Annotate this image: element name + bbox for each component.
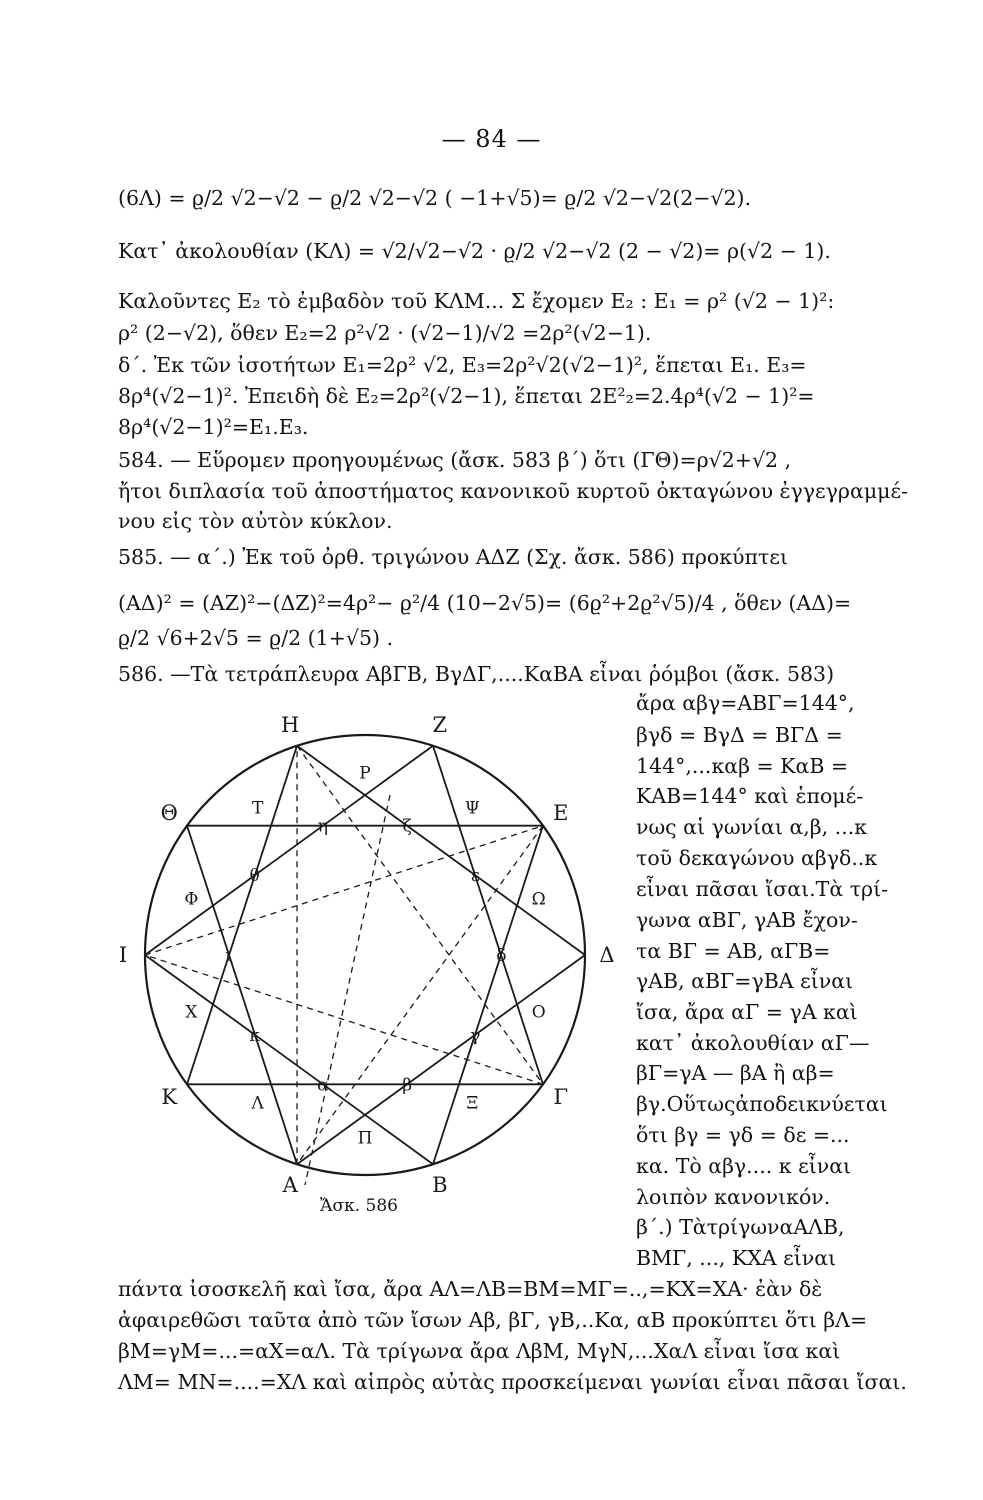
text-line: 8ρ⁴(√2−1)²=Ε₁.Ε₃.	[118, 415, 309, 439]
text-line: πάντα ἰσοσκελῆ καὶ ἴσα, ἄρα ΑΛ=ΛΒ=ΒΜ=ΜΓ=..,=ΚΧ=ΧΑ· ἐὰν δὲ	[118, 1277, 823, 1301]
vertex-label: Δ	[599, 943, 615, 967]
figure-caption: Ἄσκ. 586	[320, 1196, 398, 1216]
text-line: βγ.Οὕτωςἀποδεικνύεται	[636, 1092, 888, 1116]
inner-vertex-label: α	[317, 1075, 329, 1096]
text-line: Καλοῦντες Ε₂ τὸ ἐμβαδὸν τοῦ ΚΛΜ... Σ ἔχομεν Ε₂ : Ε₁ = ρ² (√2 − 1)²:	[118, 289, 835, 313]
inner-vertex-label: γ	[470, 1026, 481, 1047]
text-line: 585. — α΄.) Ἐκ τοῦ ὀρθ. τριγώνου ΑΔΖ (Σχ. ἄσκ. 586) προκύπτει	[118, 545, 788, 569]
vertex-label: Ζ	[432, 712, 448, 737]
dashed-chord	[297, 746, 543, 1085]
circumscribed-circle	[145, 735, 585, 1175]
star-chord	[433, 826, 543, 1165]
text-line: 8ρ⁴(√2−1)². Ἐπειδὴ δὲ Ε₂=2ρ²(√2−1), ἕπεται 2Ε²₂=2.4ρ⁴(√2 − 1)²=	[118, 384, 815, 408]
inner-vertex-label: ε	[470, 865, 480, 886]
text-line: (6Λ) = ϱ/2 √2−√2 − ϱ/2 √2−√2 ( −1+√5)= ϱ/2 √2−√2(2−√2).	[118, 186, 752, 210]
star-chord	[297, 955, 585, 1164]
star-chord	[297, 746, 585, 955]
vertex-label: Γ	[553, 1085, 569, 1110]
text-line: νου εἰς τὸν αὐτὸν κύκλον.	[118, 509, 393, 533]
intersection-label: Τ	[251, 798, 264, 819]
text-line: ΛΜ= ΜΝ=....=ΧΛ καὶ αἱπρὸς αὐτὰς προσκείμεναι γωνίαι εἶναι πᾶσαι ἴσαι.	[118, 1370, 907, 1394]
text-line: κα. Τὸ αβγ.... κ εἶναι	[636, 1154, 852, 1178]
text-line: ἄρα αβγ=ΑΒΓ=144°,	[636, 691, 855, 715]
text-line: β΄.) ΤὰτρίγωναΑΛΒ,	[636, 1215, 845, 1239]
star-chord	[145, 746, 433, 955]
text-line: ὅτι βγ = γδ = δε =...	[636, 1123, 850, 1147]
text-line: ϱ/2 √6+2√5 = ϱ/2 (1+√5) .	[118, 626, 394, 650]
vertex-label: Θ	[160, 800, 178, 825]
text-line: λοιπὸν κανονικόν.	[636, 1185, 831, 1209]
intersection-label: Φ	[184, 889, 199, 910]
vertex-label: Ι	[118, 943, 128, 967]
text-line: βΓ=γΑ — βΑ ἢ αβ=	[636, 1061, 835, 1085]
intersection-label: Χ	[185, 1002, 198, 1023]
decagon-figure	[120, 705, 630, 1225]
inner-vertex-label: η	[317, 816, 328, 837]
star-chord	[187, 826, 297, 1165]
text-line: γωνα αΒΓ, γΑΒ ἔχον-	[636, 908, 858, 932]
text-line: ἴσα, ἄρα αΓ = γΑ καὶ	[636, 1000, 858, 1024]
inner-vertex-label: κ	[249, 1026, 260, 1047]
text-line: εἶναι πᾶσαι ἴσαι.Τὰ τρί-	[636, 877, 889, 901]
inner-vertex-label: θ	[249, 865, 260, 886]
decagon-diagram	[120, 705, 630, 1225]
intersection-label: Ρ	[359, 763, 371, 784]
text-line: ἀφαιρεθῶσι ταῦτα ἀπὸ τῶν ἴσων Αβ, βΓ, γΒ,..Κα, αΒ προκύπτει ὅτι βΛ=	[118, 1308, 868, 1332]
text-line: ΚΑΒ=144° καὶ ἑπομέ-	[636, 784, 864, 808]
star-chord	[187, 746, 297, 1085]
text-line: 584. — Εὕρομεν προηγουμένως (ἄσκ. 583 β΄) ὅτι (ΓΘ)=ρ√2+√2 ,	[118, 448, 792, 472]
star-chord	[145, 955, 433, 1164]
inner-vertex-label: δ	[496, 946, 507, 966]
dashed-chord	[145, 955, 543, 1084]
vertex-label: Β	[432, 1173, 448, 1198]
text-line: 144°,...καβ = ΚαΒ =	[636, 754, 849, 778]
vertex-label: Ε	[553, 800, 569, 825]
text-line: 586. —Τὰ τετράπλευρα ΑβΓΒ, ΒγΔΓ,....ΚαΒΑ εἶναι ῥόμβοι (ἄσκ. 583)	[118, 662, 835, 686]
text-line: γΑΒ, αΒΓ=γΒΑ εἶναι	[636, 969, 854, 993]
text-line: βγδ = ΒγΔ = ΒΓΔ =	[636, 723, 843, 747]
text-line: βΜ=γΜ=...=αΧ=αΛ. Τὰ τρίγωνα ἄρα ΛβΜ, ΜγΝ,...ΧαΛ εἶναι ἴσα καὶ	[118, 1339, 841, 1363]
dashed-chord	[297, 826, 543, 1165]
inner-vertex-label: β	[402, 1075, 413, 1096]
intersection-label: Ξ	[466, 1093, 479, 1114]
text-line: ρ² (2−√2), ὅθεν Ε₂=2 ρ²√2 · (√2−1)/√2 =2ρ²(√2−1).	[118, 321, 652, 345]
figure-lines	[145, 746, 585, 1185]
figure-labels	[119, 713, 615, 1197]
intersection-label: Π	[357, 1128, 373, 1149]
vertex-label: Η	[281, 712, 300, 737]
text-line: κατ᾽ ἀκολουθίαν αΓ—	[636, 1031, 870, 1055]
inner-vertex-label: ι	[225, 946, 232, 966]
intersection-label: Ψ	[464, 798, 480, 819]
text-line: δ΄. Ἐκ τῶν ἰσοτήτων Ε₁=2ρ² √2, Ε₃=2ρ²√2(√2−1)², ἕπεται Ε₁. Ε₃=	[118, 353, 807, 377]
intersection-label: Ο	[531, 1002, 546, 1023]
page-number: — 84 —	[441, 125, 542, 153]
text-line: Κατ᾽ ἀκολουθίαν (ΚΛ) = √2/√2−√2 · ϱ/2 √2−√2 (2 − √2)= ρ(√2 − 1).	[118, 239, 831, 263]
text-line: (ΑΔ)² = (ΑΖ)²−(ΔΖ)²=4ρ²− ϱ²/4 (10−2√5)= (6ϱ²+2ϱ²√5)/4 , ὅθεν (ΑΔ)=	[118, 591, 852, 615]
text-line: τοῦ δεκαγώνου αβγδ..κ	[636, 846, 878, 870]
star-chord	[433, 746, 543, 1085]
text-line: τα ΒΓ = ΑΒ, αΓΒ=	[636, 939, 831, 963]
text-line: ΒΜΓ, ..., ΚΧΑ εἶναι	[636, 1246, 837, 1270]
inner-vertex-label: ζ	[402, 816, 412, 837]
text-line: νως αἱ γωνίαι α,β, ...κ	[636, 815, 868, 839]
vertex-label: Α	[282, 1173, 298, 1198]
vertex-label: Κ	[161, 1085, 178, 1110]
intersection-label: Λ	[251, 1093, 264, 1114]
intersection-label: Ω	[531, 889, 546, 910]
text-line: ἤτοι διπλασία τοῦ ἀποστήματος κανονικοῦ κυρτοῦ ὀκταγώνου ἐγγεγραμμέ-	[118, 479, 909, 503]
dashed-chord	[145, 826, 543, 955]
